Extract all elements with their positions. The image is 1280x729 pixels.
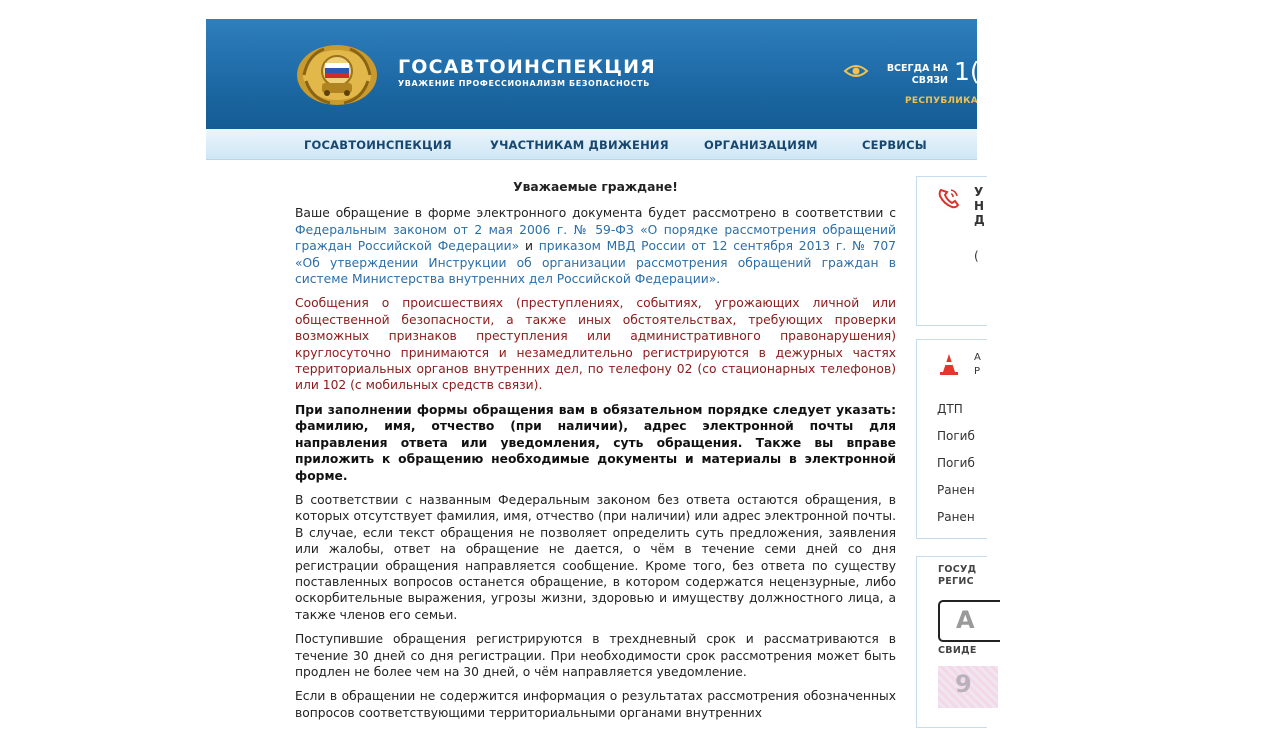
phone-box-line-3: Д: [974, 213, 985, 227]
nav-item-gosavtoinspektsiya[interactable]: ГОСАВТОИНСПЕКЦИЯ: [304, 138, 452, 152]
page-viewport: [206, 19, 985, 720]
notice-paragraph-required-fields: При заполнении формы обращения вам в обязательном порядке следует указать: фамилию, имя, отчество (при наличии), адрес электронной почты для направления ответа или уведомления, суть обращения. Также вы вправе приложить к обращению необходимые документы и материалы в электронной форме.: [295, 402, 896, 483]
nav-item-services[interactable]: СЕРВИСЫ: [862, 138, 927, 152]
brand-subtitle: УВАЖЕНИЕ ПРОФЕССИОНАЛИЗМ БЕЗОПАСНОСТЬ: [398, 79, 650, 88]
stats-heading-line-1: А: [974, 352, 981, 363]
notice-paragraph-no-answer: В соответствии с названным Федеральным законом без ответа остаются обращения, в которых отсутствует фамилия, имя, отчество (при наличии) или адрес электронной почты. В случае, если текст обращения не позволяет определить суть предложения, заявления или жалобы, ответ на обращение не дается, о чём в течение семи дней со дня регистрации обращения направляется сообщение. Кроме того, без ответа по существу поставленных вопросов останется обращение, в котором содержатся нецензурные, либо оскорбительные выражения, угрозы жизни, здоровью и имуществу должностного лица, а также членов его семьи.: [295, 492, 896, 622]
stats-item-killed: Погиб: [937, 429, 975, 443]
plate-heading-line-2: РЕГИС: [938, 576, 974, 587]
notice-paragraph-law: [295, 205, 896, 287]
stats-item-killed-children: Погиб: [937, 456, 975, 470]
phone-box-line-2: Н: [974, 199, 985, 213]
notice-paragraph-terms: Поступившие обращения регистрируются в трехдневный срок и рассматриваются в течение 30 дней со дня регистрации. При необходимости срок рассмотрения может быть продлен не более чем на 30 дней, о чём направляется уведомление.: [295, 632, 896, 679]
sidebar-plate-check-box[interactable]: [916, 556, 987, 728]
phone-icon: [937, 187, 961, 209]
plate-placeholder-letter: А: [956, 606, 975, 634]
paragraph-text: Ваше обращение в форме электронного документа будет рассмотрено в соответствии с: [295, 206, 896, 221]
nav-item-organizations[interactable]: ОРГАНИЗАЦИЯМ: [704, 138, 818, 152]
federal-law-link[interactable]: Федеральным законом от 2 мая 2006 г. № 59-ФЗ «О порядке рассмотрения обращений граждан Российской Федерации»: [295, 222, 896, 254]
site-header: [206, 19, 980, 129]
contact-phone-number[interactable]: 1(: [954, 57, 980, 86]
certificate-placeholder-digit: 9: [955, 670, 972, 698]
registration-certificate-input[interactable]: [938, 666, 998, 708]
certificate-heading: СВИДЕ: [938, 645, 977, 656]
traffic-cone-icon: [937, 352, 961, 376]
plate-heading-line-1: ГОСУД: [938, 564, 977, 575]
nav-item-traffic-participants[interactable]: УЧАСТНИКАМ ДВИЖЕНИЯ: [490, 138, 669, 152]
contact-label: ВСЕГДА НА СВЯЗИ: [886, 63, 948, 86]
stats-item-injured: Ранен: [937, 483, 975, 497]
brand-title[interactable]: ГОСАВТОИНСПЕКЦИЯ: [398, 56, 657, 78]
eye-icon: [844, 64, 868, 78]
notice-paragraph-incidents: Сообщения о происшествиях (преступлениях, событиях, угрожающих личной или общественной безопасности, а также иных обстоятельствах, требующих проверки возможных признаков преступления или административного правонарушения) круглосуточно принимаются и незамедлительно регистрируются в дежурных частях территориальных органов внутренних дел, по телефону 02 (со стационарных телефонов) или 102 (с мобильных средств связи).: [295, 296, 896, 393]
notice-content: [295, 179, 896, 729]
region-selector[interactable]: РЕСПУБЛИКА: [905, 96, 979, 106]
license-plate-input[interactable]: [938, 600, 1000, 642]
phone-box-extra: (: [974, 249, 979, 263]
gai-emblem-icon[interactable]: [294, 43, 380, 107]
notice-title: Уважаемые граждане!: [513, 180, 678, 194]
sidebar-phone-box[interactable]: [916, 176, 987, 326]
main-nav: [206, 129, 977, 160]
stats-heading-line-2: Р: [974, 366, 981, 377]
phone-box-line-1: У: [974, 185, 984, 199]
stats-item-injured-children: Ранен: [937, 510, 975, 524]
mvd-order-link[interactable]: приказом МВД России от 12 сентября 2013 г. № 707 «Об утверждении Инструкции об организации рассмотрения обращений граждан в системе Министерства внутренних дел Российской Федерации».: [295, 239, 897, 287]
paragraph-text: и: [519, 239, 539, 254]
sidebar-stats-box: [916, 339, 987, 539]
stats-item-dtp: ДТП: [937, 402, 963, 416]
notice-paragraph-results: Если в обращении не содержится информация о результатах рассмотрения обозначенных вопросов соответствующими территориальными органами внутренних: [295, 689, 896, 720]
